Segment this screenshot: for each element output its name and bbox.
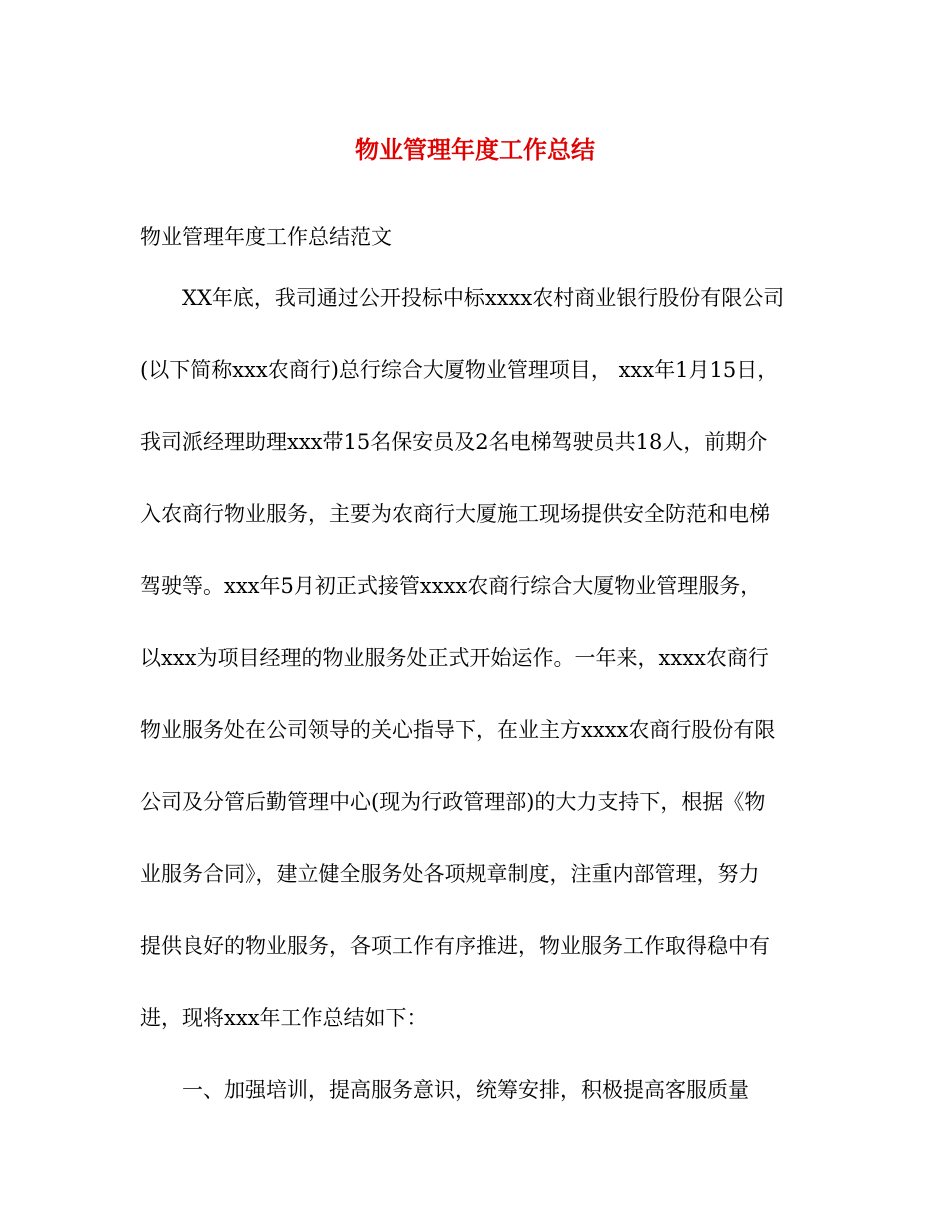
paragraph-line: 驾驶等。xxx年5月初正式接管xxxx农商行综合大厦物业管理服务， [140, 574, 762, 598]
document-title: 物业管理年度工作总结 [355, 135, 595, 164]
section-heading: 一、加强培训，提高服务意识，统筹安排，积极提高客服质量 [182, 1078, 749, 1102]
paragraph-line: 进，现将xxx年工作总结如下： [140, 1006, 428, 1030]
paragraph-line: 公司及分管后勤管理中心(现为行政管理部)的大力支持下，根据《物 [140, 790, 766, 814]
paragraph-line: 以xxx为项目经理的物业服务处正式开始运作。一年来，xxxx农商行 [140, 646, 769, 670]
paragraph-line: 业服务合同》，建立健全服务处各项规章制度，注重内部管理，努力 [140, 862, 760, 886]
paragraph-line: (以下简称xxx农商行)总行综合大厦物业管理项目， xxx年1月15日， [140, 358, 779, 382]
document-body [140, 283, 820, 1147]
paragraph-line: 提供良好的物业服务，各项工作有序推进，物业服务工作取得稳中有 [140, 934, 770, 958]
document-subtitle: 物业管理年度工作总结范文 [140, 225, 392, 249]
paragraph-line: 我司派经理助理xxx带15名保安员及2名电梯驾驶员共18人，前期介 [140, 430, 768, 454]
paragraph-line: XX年底，我司通过公开投标中标xxxx农村商业银行股份有限公司 [182, 286, 785, 310]
paragraph-line: 物业服务处在公司领导的关心指导下，在业主方xxxx农商行股份有限 [140, 718, 776, 742]
paragraph-line: 入农商行物业服务，主要为农商行大厦施工现场提供安全防范和电梯 [140, 502, 770, 526]
